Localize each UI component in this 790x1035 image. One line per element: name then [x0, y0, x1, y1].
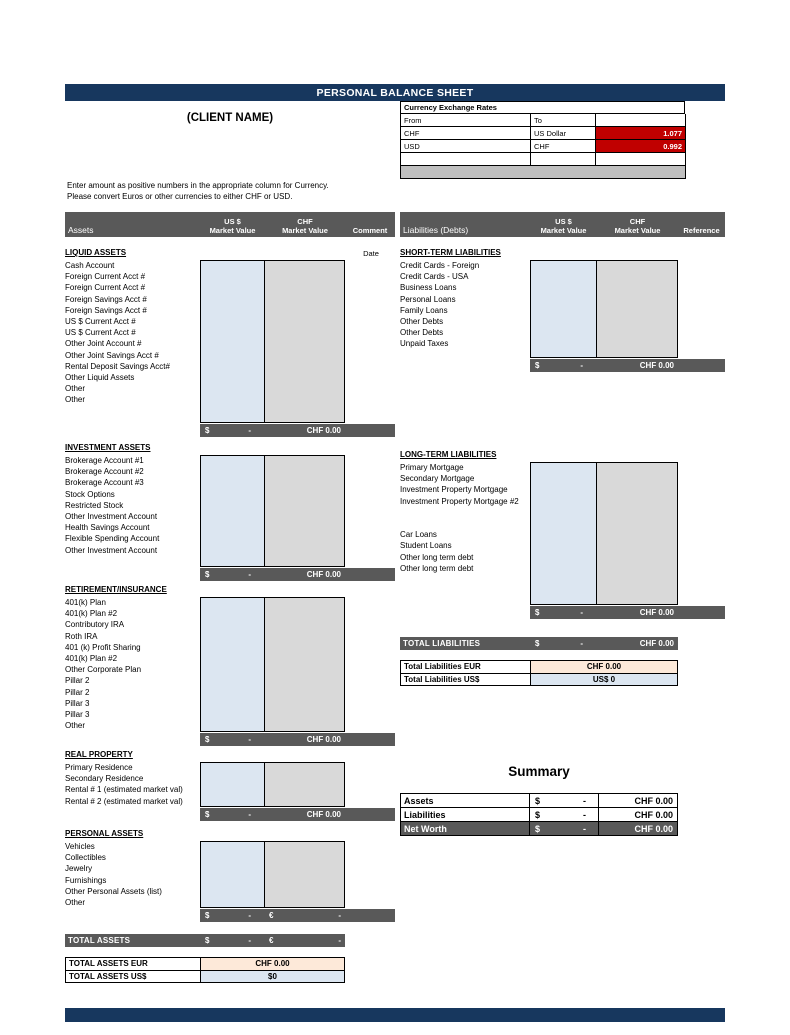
assets-chf-header-line1: CHF — [297, 217, 313, 226]
assets-chf-header — [265, 212, 345, 237]
short-term-chf-entry-column[interactable] — [597, 260, 678, 358]
section-title: REAL PROPERTY — [65, 750, 133, 759]
instruction-line-1: Enter amount as positive numbers in the appropriate column for Currency. — [67, 181, 329, 190]
line-item-label: Other Corporate Plan — [65, 665, 142, 675]
fx-gray-row — [401, 166, 686, 179]
long-term-subtotal-row — [530, 606, 725, 619]
reference-header: Reference — [683, 226, 720, 235]
total-assets-label: TOTAL ASSETS — [68, 936, 131, 945]
short-term-subtotal-chf: CHF 0.00 — [639, 361, 674, 370]
liabilities-usd-header — [530, 212, 597, 237]
liabilities-column-header — [400, 212, 725, 237]
fx-from-chf: CHF — [401, 127, 531, 140]
summary-liabilities-chf: CHF 0.00 — [634, 809, 673, 820]
investment-subtotal-row — [200, 568, 395, 581]
line-item-label: Other — [65, 897, 86, 907]
total-liabilities-usd-value: US$ 0 — [530, 674, 677, 686]
line-item-label: Rental # 2 (estimated market val) — [65, 796, 183, 806]
line-item-label: Primary Residence — [65, 763, 133, 772]
summary-net-worth-row — [400, 821, 678, 836]
assets-chf-header-line2: Market Value — [282, 226, 328, 235]
fx-header-to: To — [531, 114, 596, 127]
section-title: RETIREMENT/INSURANCE — [65, 585, 167, 594]
fx-to-usdollar: US Dollar — [531, 127, 596, 140]
instruction-line-2: Please convert Euros or other currencies to either CHF or USD. — [67, 192, 293, 201]
line-item-label: US $ Current Acct # — [65, 316, 136, 326]
long-term-subtotal-chf: CHF 0.00 — [639, 608, 674, 617]
section-liquid-assets — [65, 248, 395, 437]
personal-subtotal-chf: € - — [269, 911, 341, 920]
line-item-label: Foreign Savings Acct # — [65, 294, 147, 304]
section-title: SHORT-TERM LIABILITIES — [400, 248, 501, 257]
line-item-label: Stock Options — [65, 489, 115, 499]
line-item-label: Investment Property Mortgage — [400, 485, 508, 495]
line-item-label — [400, 518, 530, 529]
summary-assets-row — [400, 793, 678, 808]
liabilities-usd-header-line1: US $ — [555, 217, 572, 226]
line-item-label: Other — [65, 384, 86, 394]
assets-usd-header-line2: Market Value — [209, 226, 256, 235]
fx-empty-cell — [596, 153, 686, 166]
personal-subtotal-row — [200, 909, 395, 922]
line-item-label: Brokerage Account #2 — [65, 467, 144, 477]
summary-title: Summary — [508, 764, 570, 779]
liabilities-column — [400, 248, 725, 836]
line-item-label: Other — [65, 721, 86, 731]
fx-rate-chf-usd[interactable]: 1.077 — [596, 127, 686, 140]
total-assets-usd-value: $0 — [200, 971, 344, 983]
liabilities-chf-header — [597, 212, 678, 237]
line-item-label: Collectibles — [65, 853, 106, 863]
short-term-usd-entry-column[interactable] — [530, 260, 597, 358]
total-assets-eur-value: CHF 0.00 — [200, 958, 344, 970]
real-property-subtotal-usd: $ - — [205, 810, 251, 819]
total-liabilities-usd-row — [400, 673, 678, 687]
line-item-label: Other long term debt — [400, 552, 474, 562]
total-assets-eur-label: TOTAL ASSETS EUR — [66, 958, 200, 970]
liquid-subtotal-row — [200, 424, 395, 437]
line-item-label: Other Joint Account # — [65, 339, 142, 349]
line-item-label: Primary Mortgage — [400, 463, 464, 472]
summary-assets-chf: CHF 0.00 — [634, 795, 673, 806]
fx-rate-usd-chf[interactable]: 0.992 — [596, 140, 686, 153]
long-term-usd-entry-column[interactable] — [530, 462, 597, 605]
retirement-chf-entry-column[interactable] — [265, 597, 345, 732]
line-item-label: 401(k) Plan — [65, 598, 106, 607]
line-item-label: Other Investment Account — [65, 511, 158, 521]
retirement-subtotal-usd: $ - — [205, 735, 251, 744]
summary-assets-label: Assets — [404, 795, 434, 806]
line-item-label: Roth IRA — [65, 631, 98, 641]
line-item-label: 401(k) Plan #2 — [65, 653, 118, 663]
short-term-subtotal-row — [530, 359, 725, 372]
total-assets-chf: € - — [269, 936, 341, 945]
long-term-chf-entry-column[interactable] — [597, 462, 678, 605]
section-personal-assets — [65, 829, 395, 922]
short-term-subtotal-usd: $ - — [535, 361, 583, 370]
line-item-label: Cash Account — [65, 261, 115, 270]
currency-exchange-table — [400, 101, 685, 179]
liquid-subtotal-usd: $ - — [205, 426, 251, 435]
line-item-label: Car Loans — [400, 530, 437, 540]
total-assets-usd-label: TOTAL ASSETS US$ — [66, 971, 200, 983]
total-liabilities-eur-row — [400, 660, 678, 674]
assets-header-label: Assets — [68, 225, 94, 235]
retirement-subtotal-row — [200, 733, 395, 746]
line-item-label: Credit Cards - Foreign — [400, 261, 480, 270]
comment-header: Comment — [352, 226, 388, 235]
line-item-label: Other Joint Savings Acct # — [65, 350, 159, 360]
line-item-label: Business Loans — [400, 283, 457, 293]
total-liabilities-eur-value: CHF 0.00 — [530, 661, 677, 673]
total-liabilities-chf: CHF 0.00 — [639, 639, 674, 648]
fx-empty-cell — [401, 153, 531, 166]
line-item-label: Foreign Savings Acct # — [65, 305, 147, 315]
liabilities-chf-header-line1: CHF — [629, 217, 646, 226]
personal-usd-entry-column[interactable] — [200, 841, 265, 908]
line-item-label: Pillar 3 — [65, 709, 90, 719]
investment-usd-entry-column[interactable] — [200, 455, 265, 567]
line-item-label: Secondary Residence — [65, 774, 144, 784]
line-item-label: US $ Current Acct # — [65, 328, 136, 338]
section-title: PERSONAL ASSETS — [65, 829, 144, 838]
fx-from-usd: USD — [401, 140, 531, 153]
liquid-subtotal-chf: CHF 0.00 — [306, 426, 341, 435]
line-item-label: Credit Cards - USA — [400, 272, 469, 282]
total-assets-eur-row — [65, 957, 345, 971]
line-item-label: Secondary Mortgage — [400, 474, 475, 484]
personal-assets-labels — [65, 841, 200, 908]
summary-net-worth-label: Net Worth — [404, 823, 447, 834]
long-term-subtotal-usd: $ - — [535, 608, 583, 617]
short-term-labels — [400, 260, 530, 358]
summary-net-worth-usd: $ - — [529, 822, 599, 835]
investment-subtotal-usd: $ - — [205, 570, 251, 579]
line-item-label: Rental Deposit Savings Acct# — [65, 361, 170, 371]
section-title: INVESTMENT ASSETS — [65, 443, 151, 452]
line-item-label: Brokerage Account #1 — [65, 456, 144, 465]
total-assets-usd-row — [65, 970, 345, 984]
section-retirement-insurance — [65, 585, 395, 746]
investment-chf-entry-column[interactable] — [265, 455, 345, 567]
line-item-label: Flexible Spending Account — [65, 534, 160, 544]
investment-subtotal-chf: CHF 0.00 — [306, 570, 341, 579]
real-property-subtotal-chf: CHF 0.00 — [306, 810, 341, 819]
line-item-label: Restricted Stock — [65, 500, 124, 510]
liquid-usd-entry-column[interactable] — [200, 260, 265, 423]
total-liabilities-row — [400, 637, 678, 650]
line-item-label: Other Debts — [400, 328, 444, 338]
page-title: PERSONAL BALANCE SHEET — [316, 86, 474, 99]
liabilities-usd-header-line2: Market Value — [540, 226, 587, 235]
line-item-label: Pillar 2 — [65, 687, 90, 697]
summary-liabilities-row — [400, 807, 678, 822]
line-item-label: Other — [65, 395, 86, 405]
total-liabilities-usd: $ - — [535, 639, 583, 648]
line-item-label: 401(k) Plan #2 — [65, 609, 118, 619]
summary-net-worth-chf: CHF 0.00 — [634, 823, 673, 834]
line-item-label: Other long term debt — [400, 563, 474, 573]
summary-section — [400, 764, 678, 836]
line-item-label: Other Personal Assets (list) — [65, 886, 162, 896]
liquid-chf-entry-column[interactable] — [265, 260, 345, 423]
section-real-property — [65, 750, 395, 821]
real-property-labels — [65, 762, 200, 807]
personal-chf-entry-column[interactable] — [265, 841, 345, 908]
line-item-label: Health Savings Account — [65, 523, 150, 533]
personal-subtotal-usd: $ - — [205, 911, 251, 920]
line-item-label: Unpaid Taxes — [400, 339, 449, 349]
line-item-label: Student Loans — [400, 541, 452, 551]
line-item-label: Pillar 2 — [65, 676, 90, 686]
line-item-label: Furnishings — [65, 875, 107, 885]
investment-assets-labels — [65, 455, 200, 567]
line-item-label: Vehicles — [65, 842, 95, 851]
bottom-bar — [65, 1008, 725, 1022]
client-name: (CLIENT NAME) — [186, 112, 274, 124]
fx-header-rate — [596, 114, 686, 127]
line-item-label: Family Loans — [400, 305, 448, 315]
total-liabilities-label: TOTAL LIABILITIES — [403, 639, 481, 648]
real-property-subtotal-row — [200, 808, 395, 821]
fx-header-from: From — [401, 114, 531, 127]
summary-assets-usd: $ - — [529, 794, 599, 807]
line-item-label: Personal Loans — [400, 294, 456, 304]
retirement-labels — [65, 597, 200, 732]
page-title-bar — [65, 84, 725, 101]
section-long-term-liabilities — [400, 450, 725, 619]
liquid-assets-labels — [65, 260, 200, 423]
fx-title: Currency Exchange Rates — [400, 101, 685, 113]
retirement-usd-entry-column[interactable] — [200, 597, 265, 732]
fx-grid — [400, 113, 685, 179]
line-item-label — [400, 507, 530, 518]
total-assets-usd: $ - — [205, 936, 251, 945]
line-item-label: Jewelry — [65, 864, 93, 874]
summary-liabilities-label: Liabilities — [404, 809, 446, 820]
section-short-term-liabilities — [400, 248, 725, 372]
retirement-subtotal-chf: CHF 0.00 — [306, 735, 341, 744]
section-title: LIQUID ASSETS — [65, 248, 127, 257]
section-title: LONG-TERM LIABILITIES — [400, 450, 497, 459]
assets-usd-header-line1: US $ — [224, 217, 241, 226]
line-item-label: Pillar 3 — [65, 698, 90, 708]
assets-column-header — [65, 212, 395, 237]
total-assets-row — [65, 934, 345, 947]
instructions — [67, 180, 329, 202]
line-item-label: Other Investment Account — [65, 545, 158, 555]
line-item-label: Foreign Current Acct # — [65, 272, 146, 282]
liabilities-chf-header-line2: Market Value — [614, 226, 661, 235]
total-liabilities-eur-label: Total Liabilities EUR — [401, 661, 530, 673]
line-item-label: 401 (k) Profit Sharing — [65, 642, 141, 652]
line-item-label: Brokerage Account #3 — [65, 478, 144, 488]
fx-to-chf: CHF — [531, 140, 596, 153]
date-label: Date — [363, 249, 379, 258]
total-liabilities-usd-label: Total Liabilities US$ — [401, 674, 530, 686]
real-property-usd-entry-column[interactable] — [200, 762, 265, 807]
summary-liabilities-usd: $ - — [529, 808, 599, 821]
line-item-label: Investment Property Mortgage #2 — [400, 496, 519, 506]
line-item-label: Other Debts — [400, 316, 444, 326]
assets-usd-header — [200, 212, 265, 237]
real-property-chf-entry-column[interactable] — [265, 762, 345, 807]
fx-empty-cell — [531, 153, 596, 166]
section-investment-assets — [65, 443, 395, 581]
line-item-label: Contributory IRA — [65, 620, 125, 630]
assets-column — [65, 248, 395, 983]
line-item-label: Foreign Current Acct # — [65, 283, 146, 293]
liabilities-header-label: Liabilities (Debts) — [403, 225, 469, 235]
long-term-labels — [400, 462, 530, 605]
line-item-label: Rental # 1 (estimated market val) — [65, 785, 183, 795]
line-item-label: Other Liquid Assets — [65, 372, 135, 382]
